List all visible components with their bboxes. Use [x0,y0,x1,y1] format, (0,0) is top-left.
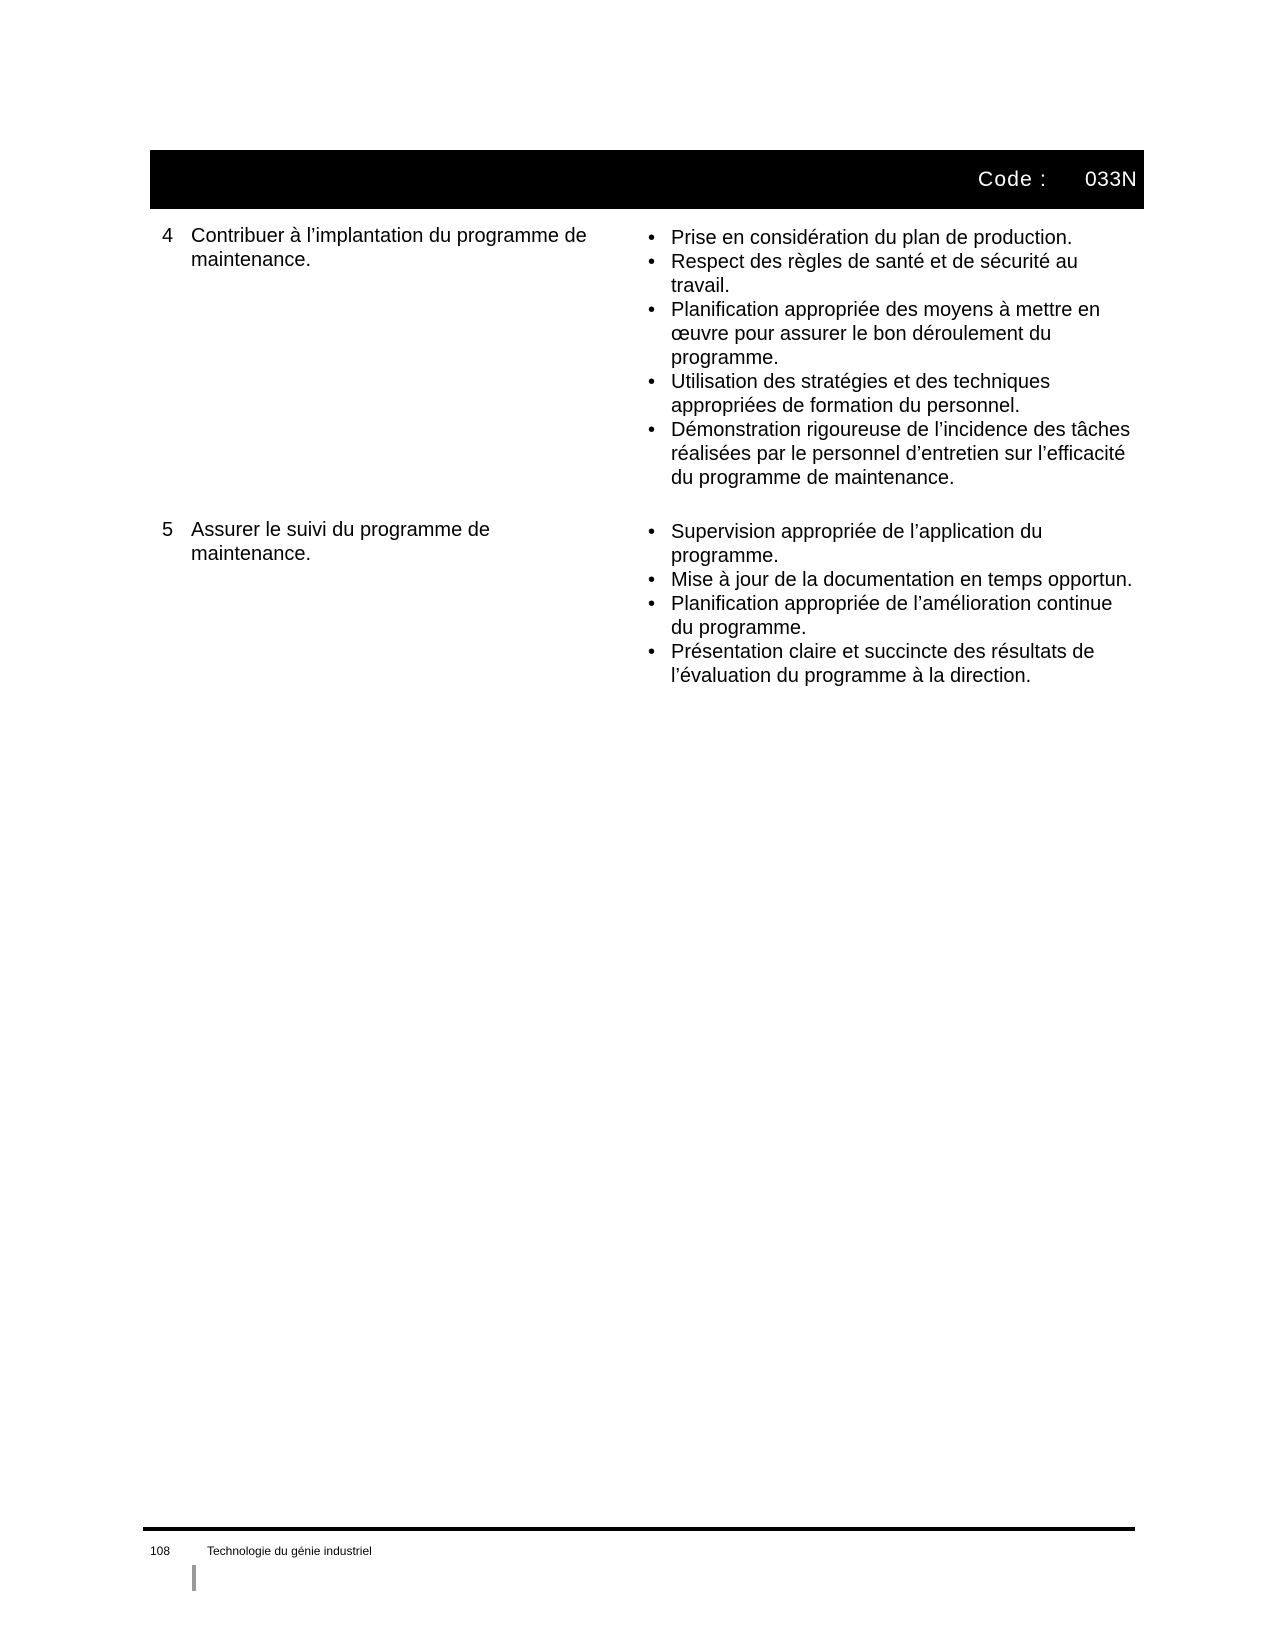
competency-number: 5 [162,519,174,541]
bullet-icon: • [648,227,656,249]
code-label: Code : [978,168,1048,191]
bullet-icon: • [648,251,656,273]
criteria-text: Respect des règles de santé et de sécurité au travail. [671,251,1078,297]
criteria-text: Présentation claire et succincte des résultats de l’évaluation du programme à la direction. [671,641,1095,687]
criteria-list [640,520,1140,688]
competency-statement [162,224,612,272]
criteria-text: Planification appropriée des moyens à mettre en œuvre pour assurer le bon déroulement du programme. [671,299,1101,369]
criteria-text: Mise à jour de la documentation en temps opportun. [671,569,1133,591]
competency-text: Assurer le suivi du programme de maintenance. [191,519,491,565]
criteria-item [640,640,1140,688]
bullet-icon: • [648,299,656,321]
criteria-text: Utilisation des stratégies et des techniques appropriées de formation du personnel. [671,371,1051,417]
criteria-text: Démonstration rigoureuse de l’incidence des tâches réalisées par le personnel d’entretien sur l’efficacité du programme de maintenance. [671,419,1131,489]
bullet-icon: • [648,593,656,615]
code-value: 033N [1085,168,1138,191]
bullet-icon: • [648,641,656,663]
criteria-text: Planification appropriée de l’amélioration continue du programme. [671,593,1113,639]
competency-text: Contribuer à l’implantation du programme de maintenance. [191,225,587,271]
competency-number: 4 [162,225,174,247]
criteria-item [640,568,1140,592]
criteria-item [640,592,1140,640]
criteria-text: Prise en considération du plan de production. [671,227,1073,249]
bullet-icon: • [648,569,656,591]
competency-statement [162,518,612,566]
page-number: 108 [150,1544,171,1558]
criteria-item [640,250,1140,298]
footer-marker [192,1565,196,1591]
criteria-item [640,226,1140,250]
footer-rule [143,1527,1135,1531]
bullet-icon: • [648,419,656,441]
bullet-icon: • [648,371,656,393]
criteria-item [640,370,1140,418]
criteria-text: Supervision appropriée de l’application du programme. [671,521,1043,567]
criteria-item [640,298,1140,370]
bullet-icon: • [648,521,656,543]
criteria-list [640,226,1140,490]
criteria-item [640,520,1140,568]
document-title: Technologie du génie industriel [207,1544,372,1558]
criteria-item [640,418,1140,490]
